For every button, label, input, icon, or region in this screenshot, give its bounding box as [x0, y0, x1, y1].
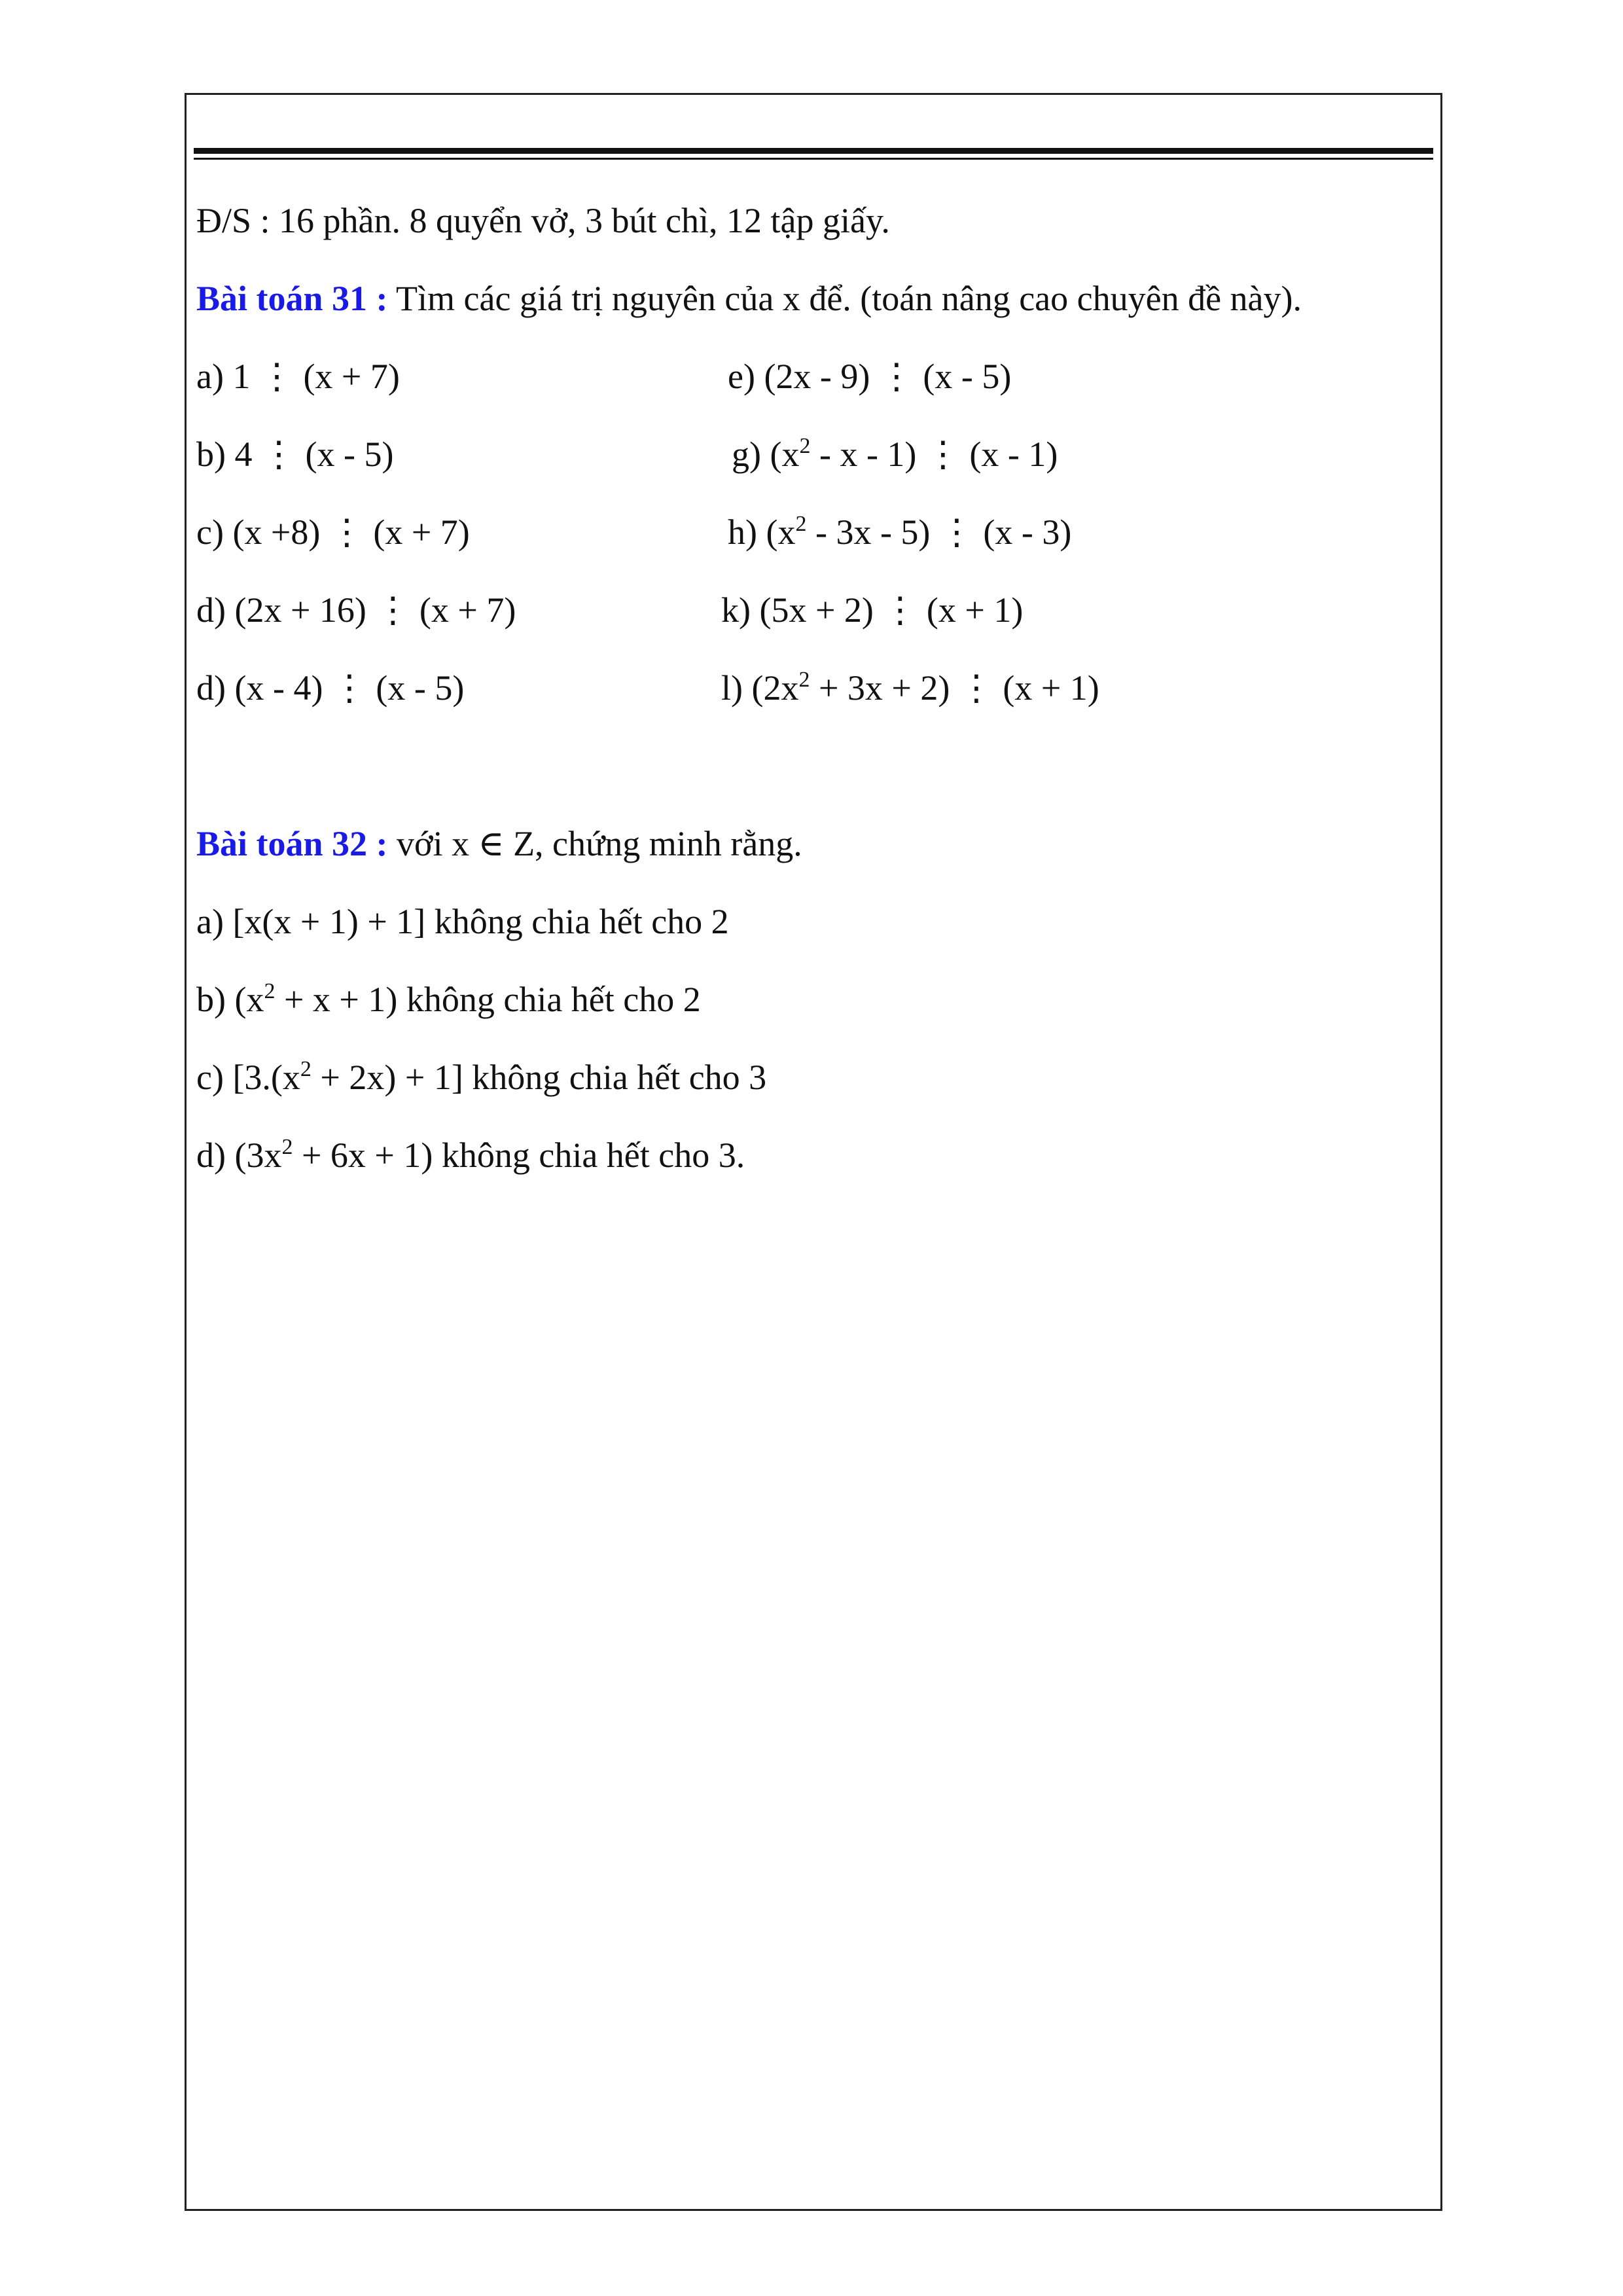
p32-item-d-exp: 2 — [281, 1135, 293, 1159]
problem-31-statement — [196, 278, 1302, 319]
p32-item-b — [196, 978, 701, 1020]
p31-item-g-post: - x - 1) ⋮ (x - 1) — [810, 435, 1058, 474]
p31-item-e-text: e) (2x - 9) ⋮ (x - 5) — [728, 357, 1012, 396]
p31-item-a: a) 1 ⋮ (x + 7) — [196, 357, 400, 396]
header-rule-thick — [194, 148, 1433, 154]
p31-item-h-post: - 3x - 5) ⋮ (x - 3) — [806, 512, 1072, 552]
p31-item-e — [728, 355, 1011, 397]
p31-item-g-exp: 2 — [799, 434, 811, 458]
p32-item-b-pre: b) (x — [196, 980, 264, 1019]
p32-item-c-exp: 2 — [300, 1057, 312, 1081]
p31-item-c: c) (x +8) ⋮ (x + 7) — [196, 512, 470, 552]
p32-item-d-post: + 6x + 1) không chia hết cho 3. — [293, 1136, 745, 1175]
answer-line: Đ/S : 16 phần. 8 quyển vở, 3 bút chì, 12 tập giấy. — [196, 201, 890, 240]
p31-item-l — [721, 667, 1099, 709]
p31-item-b: b) 4 ⋮ (x - 5) — [196, 435, 394, 474]
p31-item-h — [728, 511, 1071, 553]
p31-item-l-post: + 3x + 2) ⋮ (x + 1) — [810, 668, 1099, 708]
p32-item-d-pre: d) (3x — [196, 1136, 282, 1175]
p31-item-g — [732, 433, 1058, 475]
p31-item-l-pre: l) (2x — [721, 668, 799, 708]
problem-31-text: Tìm các giá trị nguyên của x để. (toán nâng cao chuyên đề này). — [387, 279, 1302, 318]
p31-item-k-text: k) (5x + 2) ⋮ (x + 1) — [721, 590, 1024, 630]
p31-item-g-pre: g) (x — [732, 435, 800, 474]
p31-item-d1: d) (2x + 16) ⋮ (x + 7) — [196, 590, 516, 630]
p31-item-l-exp: 2 — [798, 668, 810, 692]
p31-item-d2: d) (x - 4) ⋮ (x - 5) — [196, 668, 465, 708]
p32-item-b-post: + x + 1) không chia hết cho 2 — [275, 980, 701, 1019]
p32-item-d — [196, 1134, 745, 1176]
header-rule-thin — [194, 158, 1433, 160]
problem-32-statement — [196, 823, 802, 865]
p32-item-c-post: + 2x) + 1] không chia hết cho 3 — [311, 1058, 767, 1097]
p32-item-b-exp: 2 — [264, 979, 276, 1003]
p31-item-k — [721, 589, 1023, 631]
p31-item-h-pre: h) (x — [728, 512, 796, 552]
problem-32-text: với x ∈ Z, chứng minh rằng. — [387, 824, 802, 863]
p32-item-a-text: a) [x(x + 1) + 1] không chia hết cho 2 — [196, 902, 729, 941]
p32-item-c-pre: c) [3.(x — [196, 1058, 300, 1097]
p32-item-c — [196, 1056, 766, 1098]
problem-31-heading: Bài toán 31 : — [196, 279, 388, 318]
problem-32-heading: Bài toán 32 : — [196, 824, 388, 863]
p32-item-a — [196, 901, 729, 942]
p31-item-h-exp: 2 — [795, 512, 807, 536]
